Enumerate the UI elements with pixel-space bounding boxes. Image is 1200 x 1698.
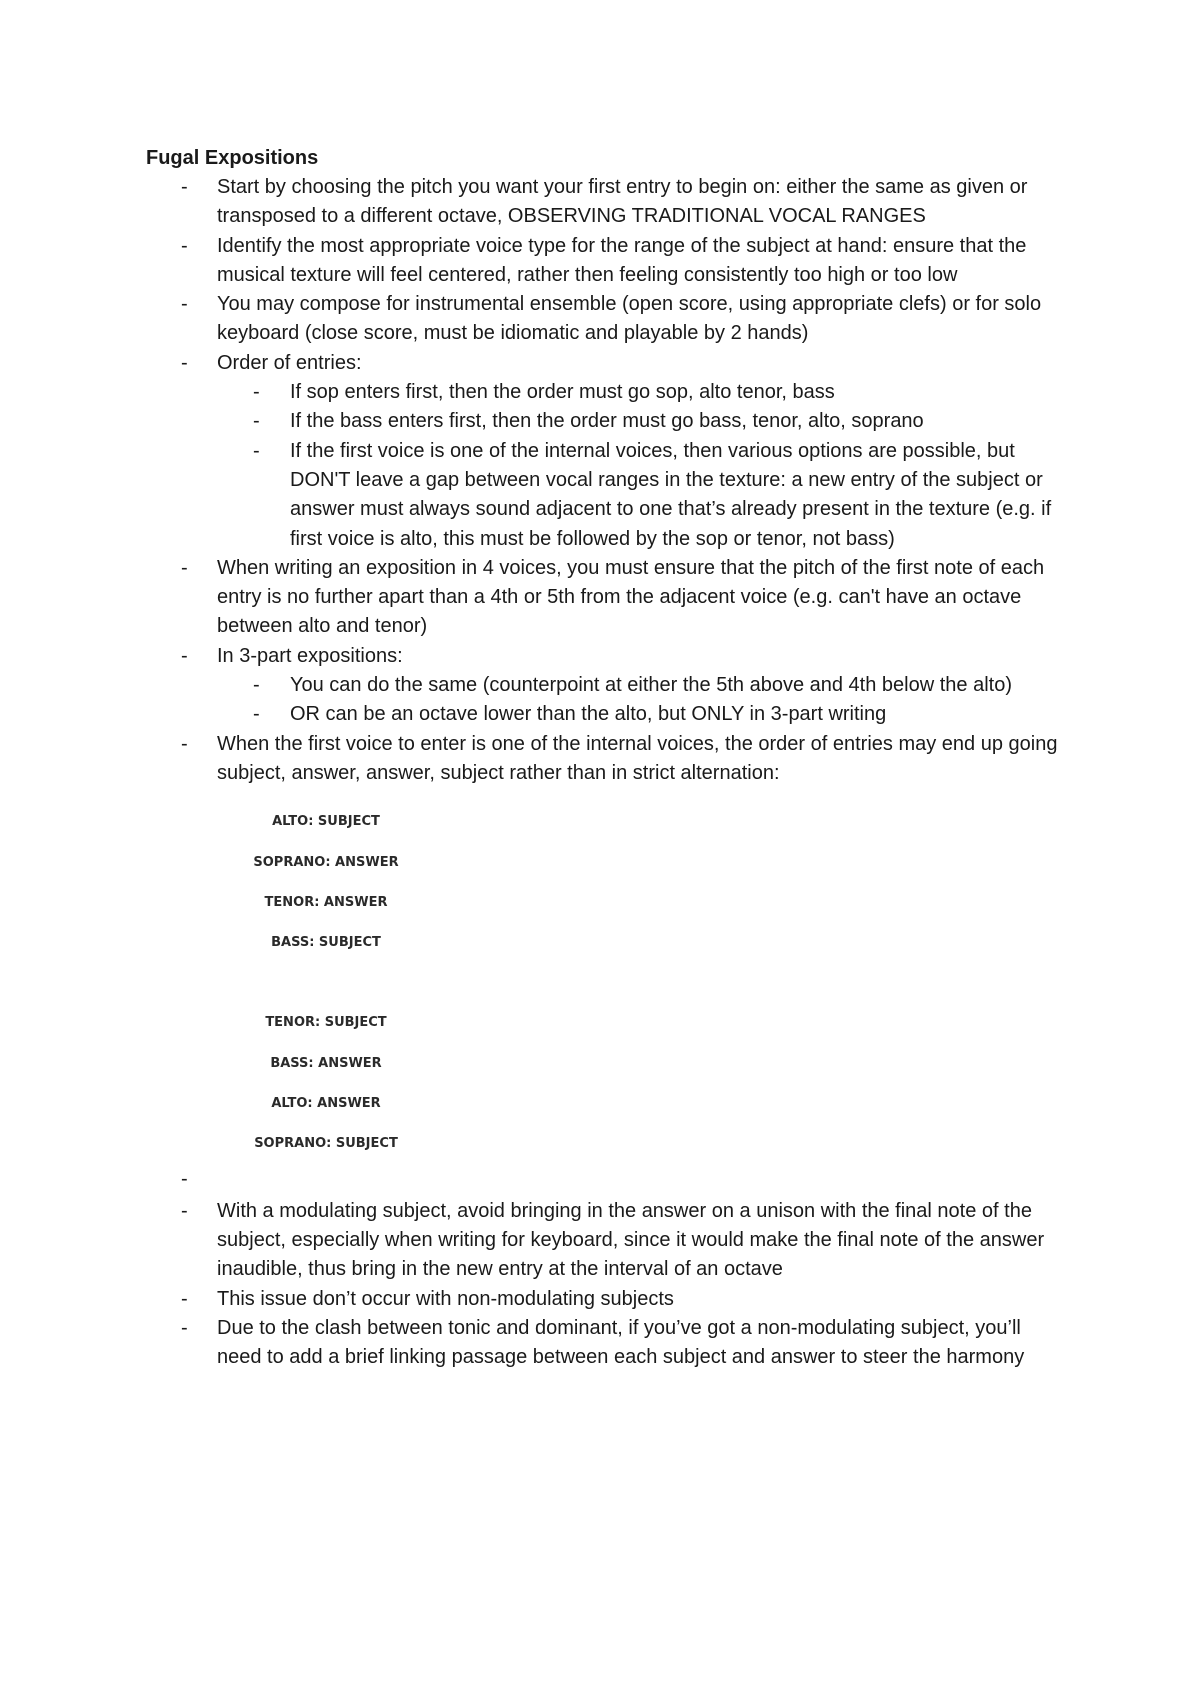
voice-entry-label: SOPRANO: SUBJECT: [254, 1136, 398, 1152]
list-item-text: Identify the most appropriate voice type for the range of the subject at hand: ensure that the musical texture will feel centered, rather then feeling consistently too high or too low: [217, 234, 1027, 286]
dash-bullet: -: [253, 674, 260, 697]
page-title: Fugal Expositions: [146, 147, 319, 169]
sub-list: [217, 378, 1062, 554]
sub-list-item-text: If sop enters first, then the order must go sop, alto tenor, bass: [290, 381, 835, 404]
voice-entry-label: BASS: ANSWER: [270, 1055, 382, 1071]
dash-bullet: -: [181, 293, 188, 316]
list-item-text: You may compose for instrumental ensemble (open score, using appropriate clefs) or for solo keyboard (close score, must be idiomatic and playable by 2 hands): [217, 293, 1042, 345]
bullet-list: [0, 173, 1200, 1372]
sub-list-item: [217, 700, 1062, 729]
dash-bullet: -: [181, 1199, 188, 1222]
list-item-text: Order of entries:: [217, 351, 362, 374]
list-item-text: Start by choosing the pitch you want your first entry to begin on: either the same as given or transposed to a different octave, OBSERVING TRADITIONAL VOCAL RANGES: [217, 176, 1028, 228]
dash-bullet: -: [181, 234, 188, 257]
sub-list-item: [217, 437, 1062, 554]
dash-bullet: -: [181, 644, 188, 667]
dash-bullet: -: [181, 1316, 188, 1339]
sub-list-item-text: OR can be an octave lower than the alto, but ONLY in 3-part writing: [290, 703, 887, 726]
list-item-text: When writing an exposition in 4 voices, you must ensure that the pitch of the first note of each entry is no further apart than a 4th or 5th from the adjacent voice (e.g. can't have an octave between alto and tenor): [217, 556, 1045, 638]
dash-bullet: -: [181, 732, 188, 755]
dash-bullet: -: [181, 1287, 188, 1310]
list-item: [0, 642, 1062, 730]
list-item: [0, 349, 1062, 554]
list-item: [0, 232, 1062, 291]
voice-entry-label: TENOR: SUBJECT: [265, 1015, 387, 1031]
list-item: [0, 554, 1062, 642]
voice-order-example: [246, 802, 406, 1164]
dash-bullet: -: [181, 351, 188, 374]
sub-list-item-text: If the bass enters first, then the order must go bass, tenor, alto, soprano: [290, 410, 924, 433]
list-item: [0, 290, 1062, 349]
voice-entry-label: ALTO: SUBJECT: [272, 814, 380, 830]
list-item: [0, 730, 1062, 1165]
dash-bullet: -: [181, 176, 188, 198]
list-item: [0, 1314, 1062, 1373]
list-item: [0, 1165, 1062, 1197]
dash-bullet: -: [253, 439, 260, 462]
voice-entry-label: ALTO: ANSWER: [271, 1096, 381, 1112]
voice-entry-label: TENOR: ANSWER: [264, 894, 388, 910]
sub-list-item: [217, 378, 1062, 407]
dash-bullet: -: [181, 1167, 188, 1190]
sub-list-item-text: If the first voice is one of the internal voices, then various options are possible, but DON'T leave a gap between vocal ranges in the texture: a new entry of the subject or answer must always sound adjacent to one that’s already present in the texture (e.g. if first voice is alto, this must be followed by the sop or tenor, not bass): [290, 439, 1052, 550]
sub-list: [217, 671, 1062, 730]
dash-bullet: -: [253, 703, 260, 726]
sub-list-item: [217, 407, 1062, 436]
list-item-text: This issue don’t occur with non-modulating subjects: [217, 1287, 674, 1310]
list-item: [0, 1285, 1062, 1314]
dash-bullet: -: [253, 410, 260, 433]
dash-bullet: -: [181, 556, 188, 579]
list-item-text: With a modulating subject, avoid bringing in the answer on a unison with the final note of the subject, especially when writing for keyboard, since it would make the final note of the answer inaudible, thus bring in the new entry at the interval of an octave: [217, 1199, 1045, 1281]
spacer: [246, 963, 406, 1003]
list-item: [0, 173, 1062, 232]
voice-entry-label: SOPRANO: ANSWER: [253, 854, 399, 870]
list-item-text: In 3-part expositions:: [217, 644, 403, 667]
sub-list-item: [217, 671, 1062, 700]
voice-entry-label: BASS: SUBJECT: [271, 935, 381, 951]
sub-list-item-text: You can do the same (counterpoint at either the 5th above and 4th below the alto): [290, 674, 1012, 697]
list-item-text: Due to the clash between tonic and dominant, if you’ve got a non-modulating subject, you’ll need to add a brief linking passage between each subject and answer to steer the harmony: [217, 1316, 1025, 1369]
list-item: [0, 1197, 1062, 1285]
list-item-text: When the first voice to enter is one of the internal voices, the order of entries may end up going subject, answer, answer, subject rather than in strict alternation:: [217, 732, 1058, 784]
dash-bullet: -: [253, 381, 260, 404]
